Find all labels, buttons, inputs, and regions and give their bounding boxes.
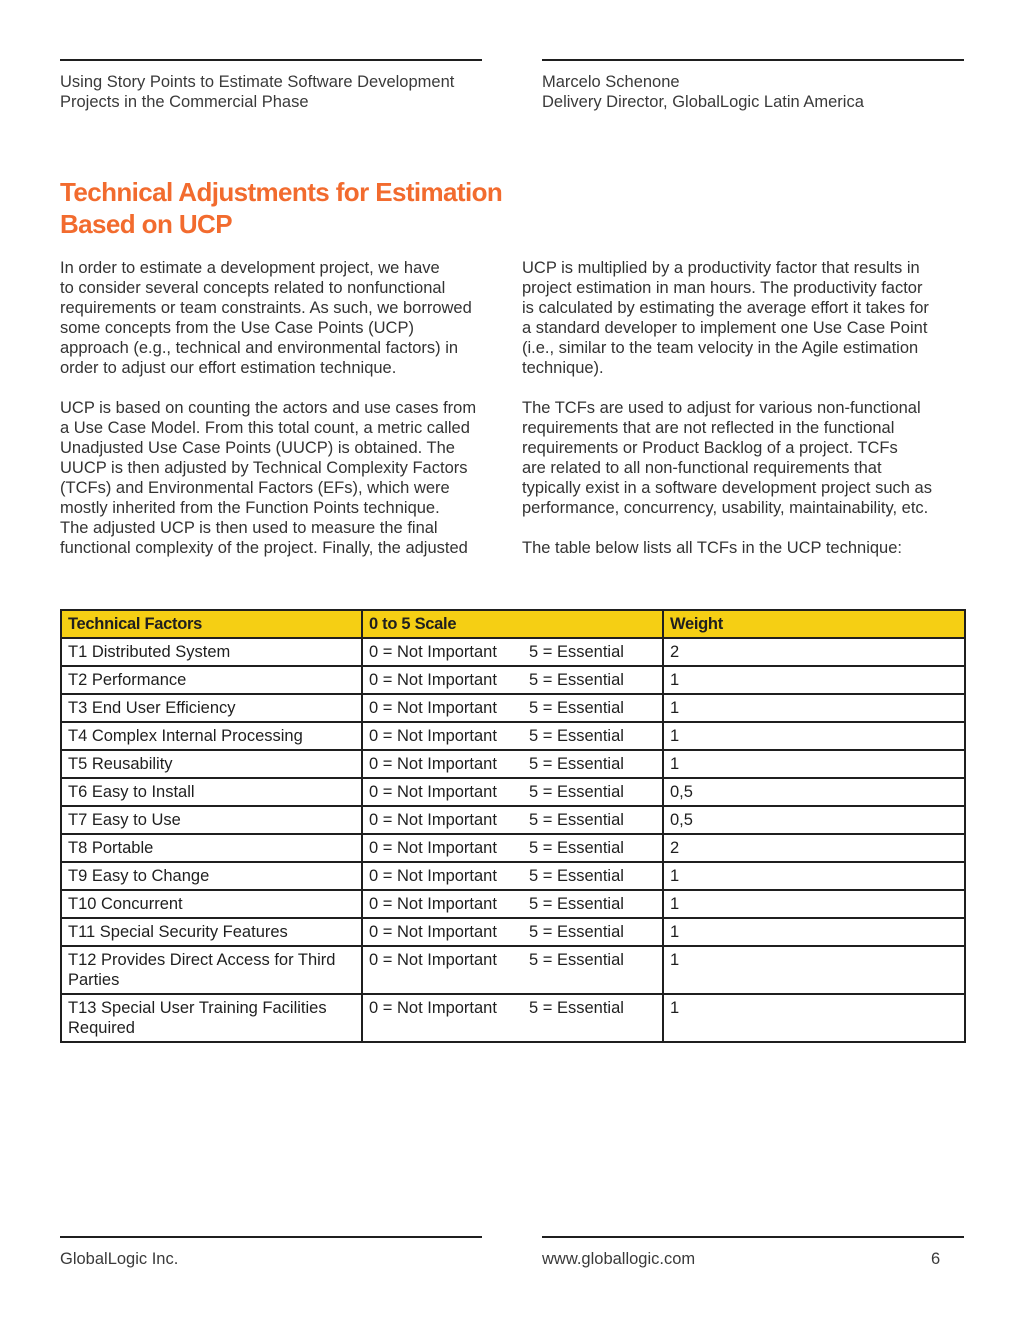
- weight-cell: 0,5: [663, 778, 965, 806]
- body-paragraph: UCP is multiplied by a productivity factor that results in project estimation in man hours. The productivity factor is calculated by estimating the average effort it takes for a standard developer to implement one Use Case Point (i.e., similar to the team velocity in the Agile estimation technique).: [522, 259, 929, 377]
- scale-cell: [362, 946, 663, 994]
- table-header-row: [61, 610, 965, 638]
- table-row: [61, 834, 965, 862]
- technical-factors-table: [60, 609, 966, 1043]
- weight-cell: 1: [663, 694, 965, 722]
- table-row: [61, 778, 965, 806]
- factor-cell: T1 Distributed System: [61, 638, 362, 666]
- factor-cell: T5 Reusability: [61, 750, 362, 778]
- factor-cell: T12 Provides Direct Access for Third Parties: [61, 946, 362, 994]
- scale-high-label: 5 = Essential: [529, 839, 624, 857]
- column-header-scale: 0 to 5 Scale: [362, 610, 663, 638]
- scale-high-label: 5 = Essential: [529, 895, 624, 913]
- body-column-left: [60, 258, 505, 578]
- scale-cell: [362, 750, 663, 778]
- scale-low-label: 0 = Not Important: [369, 643, 497, 661]
- footer-page-number: 6: [931, 1250, 941, 1268]
- table-row: [61, 994, 965, 1042]
- column-header-factors: Technical Factors: [61, 610, 362, 638]
- header-author-name: Marcelo Schenone: [542, 73, 680, 91]
- table-row: [61, 946, 965, 994]
- scale-high-label: 5 = Essential: [529, 755, 624, 773]
- scale-cell: [362, 890, 663, 918]
- weight-cell: 0,5: [663, 806, 965, 834]
- table-row: [61, 890, 965, 918]
- scale-high-label: 5 = Essential: [529, 671, 624, 689]
- table-row: [61, 862, 965, 890]
- scale-low-label: 0 = Not Important: [369, 867, 497, 885]
- scale-low-label: 0 = Not Important: [369, 999, 497, 1017]
- factor-cell: T13 Special User Training Facilities Required: [61, 994, 362, 1042]
- header-doc-title-line-2: Projects in the Commercial Phase: [60, 93, 309, 111]
- table-row: [61, 638, 965, 666]
- scale-low-label: 0 = Not Important: [369, 727, 497, 745]
- table-row: [61, 918, 965, 946]
- scale-high-label: 5 = Essential: [529, 783, 624, 801]
- footer-rule-left: [60, 1236, 482, 1238]
- scale-high-label: 5 = Essential: [529, 727, 624, 745]
- scale-cell: [362, 834, 663, 862]
- scale-cell: [362, 778, 663, 806]
- scale-cell: [362, 994, 663, 1042]
- weight-cell: 1: [663, 994, 965, 1042]
- body-column-right: [522, 258, 967, 578]
- body-paragraph: The TCFs are used to adjust for various non-functional requirements that are not reflected in the functional requirements or Product Backlog of a project. TCFs are related to all non-functional requirements that typically exist in a software development project such as performance, concurrency, usability, maintainability, etc.: [522, 399, 932, 517]
- weight-cell: 1: [663, 750, 965, 778]
- scale-cell: [362, 638, 663, 666]
- table-row: [61, 750, 965, 778]
- scale-cell: [362, 694, 663, 722]
- header-author: [542, 72, 864, 112]
- weight-cell: 1: [663, 666, 965, 694]
- header-author-role: Delivery Director, GlobalLogic Latin America: [542, 93, 864, 111]
- scale-low-label: 0 = Not Important: [369, 923, 497, 941]
- scale-low-label: 0 = Not Important: [369, 951, 497, 969]
- footer-rule-right: [542, 1236, 964, 1238]
- scale-high-label: 5 = Essential: [529, 811, 624, 829]
- weight-cell: 1: [663, 946, 965, 994]
- weight-cell: 1: [663, 890, 965, 918]
- factor-cell: T9 Easy to Change: [61, 862, 362, 890]
- factor-cell: T6 Easy to Install: [61, 778, 362, 806]
- header-rule-left: [60, 59, 482, 61]
- factor-cell: T7 Easy to Use: [61, 806, 362, 834]
- factor-cell: T8 Portable: [61, 834, 362, 862]
- factor-cell: T10 Concurrent: [61, 890, 362, 918]
- weight-cell: 1: [663, 862, 965, 890]
- header-doc-title: [60, 72, 454, 112]
- scale-cell: [362, 666, 663, 694]
- scale-high-label: 5 = Essential: [529, 999, 624, 1017]
- column-header-weight: Weight: [663, 610, 965, 638]
- scale-low-label: 0 = Not Important: [369, 895, 497, 913]
- weight-cell: 1: [663, 918, 965, 946]
- body-paragraph: UCP is based on counting the actors and use cases from a Use Case Model. From this total count, a metric called Unadjusted Use Case Points (UUCP) is obtained. The UUCP is then adjusted by Technical Complexity Factors (TCFs) and Environmental Factors (EFs), which were mostly inherited from the Function Points technique. The adjusted UCP is then used to measure the final functional complexity of the project. Finally, the adjusted: [60, 399, 477, 557]
- scale-cell: [362, 806, 663, 834]
- scale-cell: [362, 918, 663, 946]
- footer-company: GlobalLogic Inc.: [60, 1250, 179, 1268]
- scale-high-label: 5 = Essential: [529, 643, 624, 661]
- scale-low-label: 0 = Not Important: [369, 783, 497, 801]
- weight-cell: 2: [663, 638, 965, 666]
- table-row: [61, 666, 965, 694]
- scale-high-label: 5 = Essential: [529, 867, 624, 885]
- factor-cell: T11 Special Security Features: [61, 918, 362, 946]
- scale-high-label: 5 = Essential: [529, 699, 624, 717]
- weight-cell: 1: [663, 722, 965, 750]
- body-paragraph: The table below lists all TCFs in the UCP technique:: [522, 539, 902, 557]
- table-body: [61, 638, 965, 1042]
- scale-low-label: 0 = Not Important: [369, 811, 497, 829]
- scale-cell: [362, 862, 663, 890]
- factor-cell: T4 Complex Internal Processing: [61, 722, 362, 750]
- scale-low-label: 0 = Not Important: [369, 839, 497, 857]
- header-doc-title-line-1: Using Story Points to Estimate Software Development: [60, 73, 455, 91]
- table-row: [61, 806, 965, 834]
- scale-high-label: 5 = Essential: [529, 951, 624, 969]
- factor-cell: T2 Performance: [61, 666, 362, 694]
- footer-website[interactable]: www.globallogic.com: [542, 1250, 696, 1268]
- weight-cell: 2: [663, 834, 965, 862]
- factor-cell: T3 End User Efficiency: [61, 694, 362, 722]
- scale-high-label: 5 = Essential: [529, 923, 624, 941]
- table-row: [61, 694, 965, 722]
- table-row: [61, 722, 965, 750]
- body-paragraph: In order to estimate a development project, we have to consider several concepts related to nonfunctional requirements or team constraints. As such, we borrowed some concepts from the Use Case Points (UCP) approach (e.g., technical and environmental factors) in order to adjust our effort estimation technique.: [60, 259, 472, 377]
- header-rule-right: [542, 59, 964, 61]
- scale-low-label: 0 = Not Important: [369, 699, 497, 717]
- section-title: Technical Adjustments for Estimation Based on UCP: [60, 177, 503, 239]
- scale-low-label: 0 = Not Important: [369, 671, 497, 689]
- scale-low-label: 0 = Not Important: [369, 755, 497, 773]
- scale-cell: [362, 722, 663, 750]
